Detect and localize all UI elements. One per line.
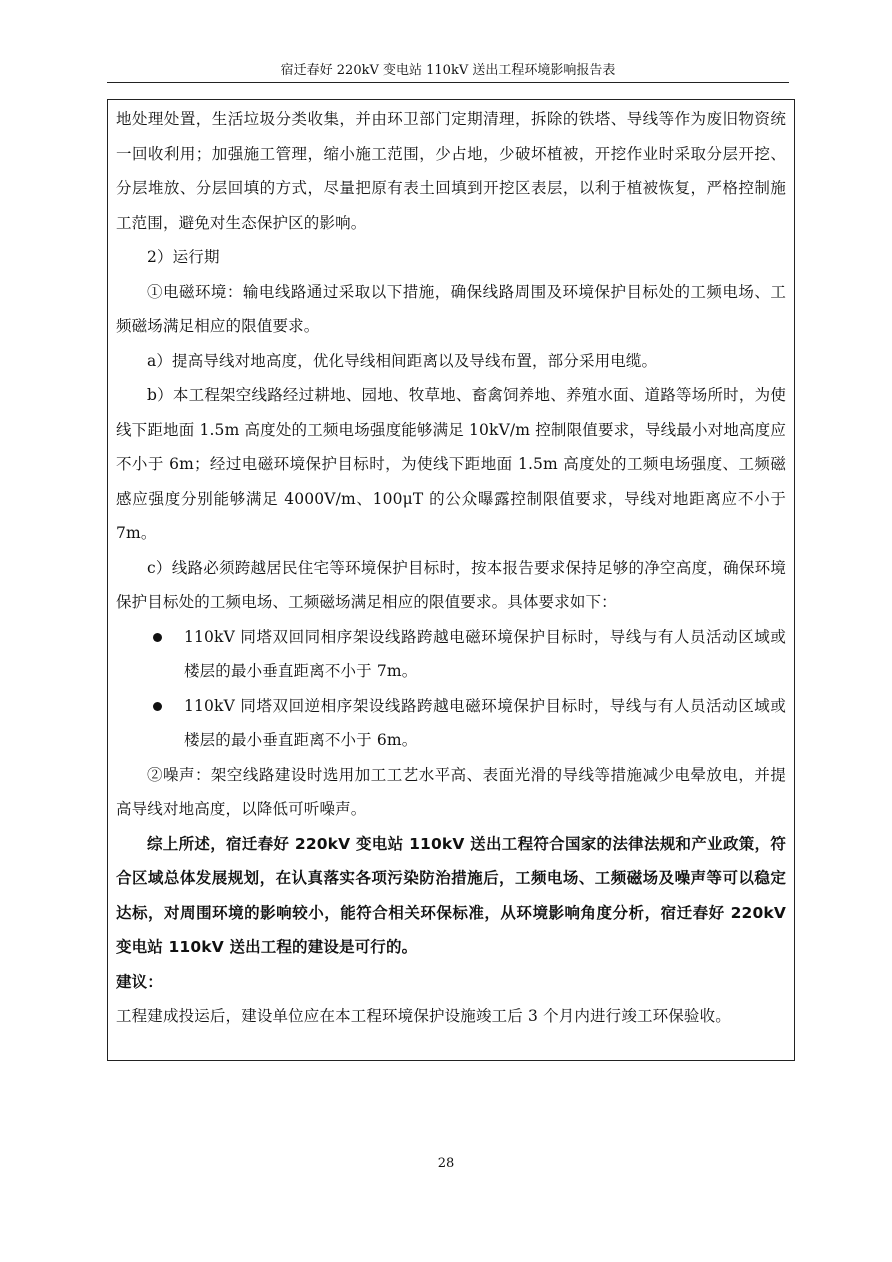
paragraph-suggestion: 工程建成投运后，建设单位应在本工程环境保护设施竣工后 3 个月内进行竣工环保验收。 (116, 1007, 731, 1025)
paragraph-measure-c: c）线路必须跨越居民住宅等环境保护目标时，按本报告要求保持足够的净空高度，确保环境保护目标处的工频电场、工频磁场满足相应的限值要求。具体要求如下： (116, 558, 786, 611)
paragraph-noise: ②噪声：架空线路建设时选用加工工艺水平高、表面光滑的导线等措施减少电晕放电，并提高导线对地高度，以降低可听噪声。 (116, 765, 786, 818)
list-item-text: 110kV 同塔双回同相序架设线路跨越电磁环境保护目标时，导线与有人员活动区域或楼层的最小垂直距离不小于 7m。 (184, 627, 786, 680)
paragraph-waste-handling: 地处理处置，生活垃圾分类收集，并由环卫部门定期清理，拆除的铁塔、导线等作为废旧物资统一回收利用；加强施工管理，缩小施工范围，少占地，少破坏植被，开挖作业时采取分层开挖、分层堆放、分层回填的方式，尽量把原有表土回填到开挖区表层，以利于植被恢复，严格控制施工范围，避免对生态保护区的影响。 (116, 110, 786, 232)
list-item (116, 620, 786, 689)
list-item-text: 110kV 同塔双回逆相序架设线路跨越电磁环境保护目标时，导线与有人员活动区域或楼层的最小垂直距离不小于 6m。 (184, 696, 786, 749)
section-operation-period: 2）运行期 (147, 248, 220, 266)
page-header: 宿迁春好 220kV 变电站 110kV 送出工程环境影响报告表 (280, 63, 616, 78)
bullet-icon (116, 689, 184, 723)
paragraph-electromagnetic: ①电磁环境：输电线路通过采取以下措施，确保线路周围及环境保护目标处的工频电场、工频磁场满足相应的限值要求。 (116, 282, 786, 335)
list-item (116, 689, 786, 758)
bullet-icon (116, 620, 184, 654)
paragraph-measure-b: b）本工程架空线路经过耕地、园地、牧草地、畜禽饲养地、养殖水面、道路等场所时，为使线下距地面 1.5m 高度处的工频电场强度能够满足 10kV/m 控制限值要求，导线最小对地高度应不小于 6m；经过电磁环境保护目标时，为使线下距地面 1.5m 高度处的工频电场强度、工频磁感应强度分别能够满足 4000V/m、100μT 的公众曝露控制限值要求，导线对地距离应不小于 7m。 (116, 386, 786, 542)
header-divider (107, 82, 789, 83)
suggestion-label: 建议： (116, 972, 163, 991)
paragraph-conclusion: 综上所述，宿迁春好 220kV 变电站 110kV 送出工程符合国家的法律法规和产业政策，符合区域总体发展规划，在认真落实各项污染防治措施后，工频电场、工频磁场及噪声等可以稳定达标，对周围环境的影响较小，能符合相关环保标准，从环境影响角度分析，宿迁春好 220kV 变电站 110kV 送出工程的建设是可行的。 (116, 834, 786, 956)
paragraph-measure-a: a）提高导线对地高度，优化导线相间距离以及导线布置，部分采用电缆。 (147, 351, 658, 370)
content-frame (107, 99, 795, 1061)
page-number: 28 (437, 1156, 455, 1171)
